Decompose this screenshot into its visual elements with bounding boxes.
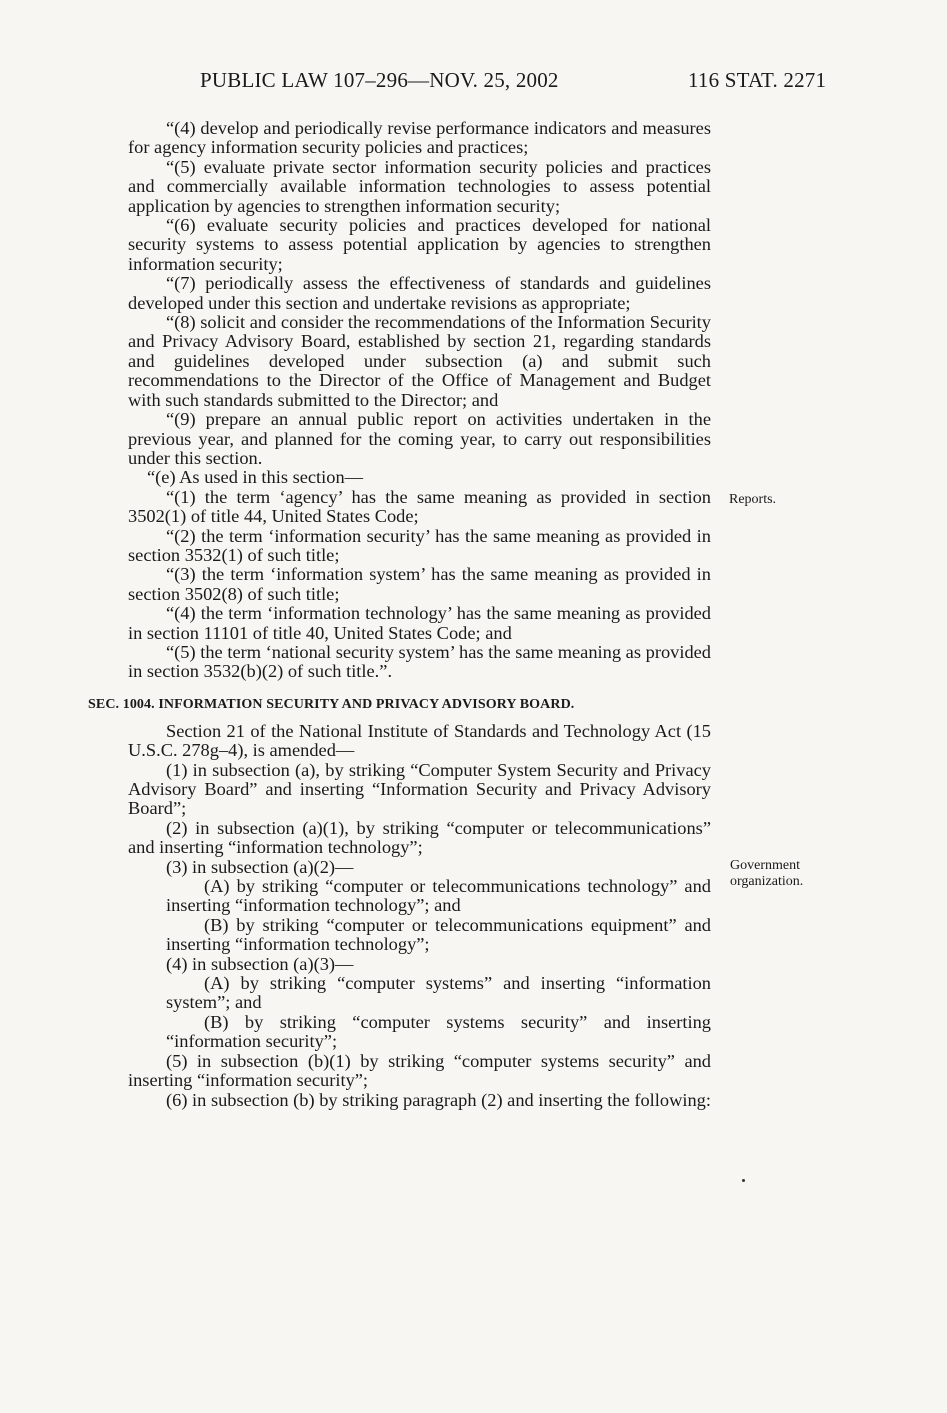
- paragraph-d5: “(5) evaluate private sector information security policies and practices and commercially available information technologies to assess potential application by agencies to strengthen information security;: [128, 156, 711, 216]
- header-stat-page: 116 STAT. 2271: [688, 68, 827, 92]
- paragraph-e1: “(1) the term ‘agency’ has the same meaning as provided in section 3502(1) of title 44, United States Code;: [128, 486, 711, 527]
- paragraph-e3: “(3) the term ‘information system’ has the same meaning as provided in section 3502(8) of such title;: [128, 564, 711, 604]
- paragraph-e5: “(5) the term ‘national security system’ has the same meaning as provided in section 3532(b)(2) of such title.”.: [128, 641, 711, 682]
- amendment-3a: (A) by striking “computer or telecommunications technology” and inserting “information technology”; and: [166, 876, 711, 916]
- paragraph-e: “(e) As used in this section—: [147, 467, 364, 488]
- paragraph-d9: “(9) prepare an annual public report on activities undertaken in the previous year, and planned for the coming year, to carry out responsibilities under this section.: [128, 409, 711, 468]
- margin-note-government-organization: Government organization.: [730, 858, 804, 889]
- amendment-4: (4) in subsection (a)(3)—: [166, 953, 354, 974]
- amendment-1: (1) in subsection (a), by striking “Computer System Security and Privacy Advisory Board” and inserting “Information Security and Privacy Advisory Board”;: [128, 759, 711, 819]
- amendment-3b: (B) by striking “computer or telecommunications equipment” and inserting “information technology”;: [166, 914, 711, 955]
- amendment-3: (3) in subsection (a)(2)—: [166, 856, 354, 877]
- section-intro: Section 21 of the National Institute of Standards and Technology Act (15 U.S.C. 278g–4), is amended—: [128, 720, 711, 761]
- amendment-6: (6) in subsection (b) by striking paragraph (2) and inserting the following:: [166, 1089, 711, 1110]
- paragraph-d7: “(7) periodically assess the effectiveness of standards and guidelines developed under this section and undertake revisions as appropriate;: [128, 273, 711, 313]
- paragraph-d4: “(4) develop and periodically revise performance indicators and measures for agency information security policies and practices;: [128, 118, 711, 158]
- page-header: [0, 68, 947, 98]
- margin-note-reports: Reports.: [729, 492, 777, 507]
- body-text: [88, 118, 711, 1110]
- speck-mark: [742, 1179, 745, 1182]
- amendment-5: (5) in subsection (b)(1) by striking “computer systems security” and inserting “information security”;: [128, 1050, 711, 1091]
- paragraph-e4: “(4) the term ‘information technology’ has the same meaning as provided in section 11101 of title 40, United States Code; and: [128, 603, 711, 643]
- paragraph-d6: “(6) evaluate security policies and practices developed for national security systems to assess potential application by agencies to strengthen information security;: [128, 215, 711, 274]
- amendment-2: (2) in subsection (a)(1), by striking “computer or telecommunications” and inserting “information technology”;: [128, 817, 711, 858]
- paragraph-e2: “(2) the term ‘information security’ has the same meaning as provided in section 3532(1) of such title;: [128, 525, 711, 565]
- header-citation: PUBLIC LAW 107–296—NOV. 25, 2002: [200, 68, 559, 92]
- section-heading: SEC. 1004. INFORMATION SECURITY AND PRIVACY ADVISORY BOARD.: [88, 696, 575, 712]
- amendment-4a: (A) by striking “computer systems” and inserting “information system”; and: [166, 973, 711, 1013]
- amendment-4b: (B) by striking “computer systems security” and inserting “information security”;: [166, 1011, 711, 1052]
- paragraph-d8: “(8) solicit and consider the recommendations of the Information Security and Privacy Advisory Board, established by section 21, regarding standards and guidelines developed under subsection (a) and submit such recommendations to the Director of the Office of Management and Budget with such standards submitted to the Director; and: [128, 312, 711, 410]
